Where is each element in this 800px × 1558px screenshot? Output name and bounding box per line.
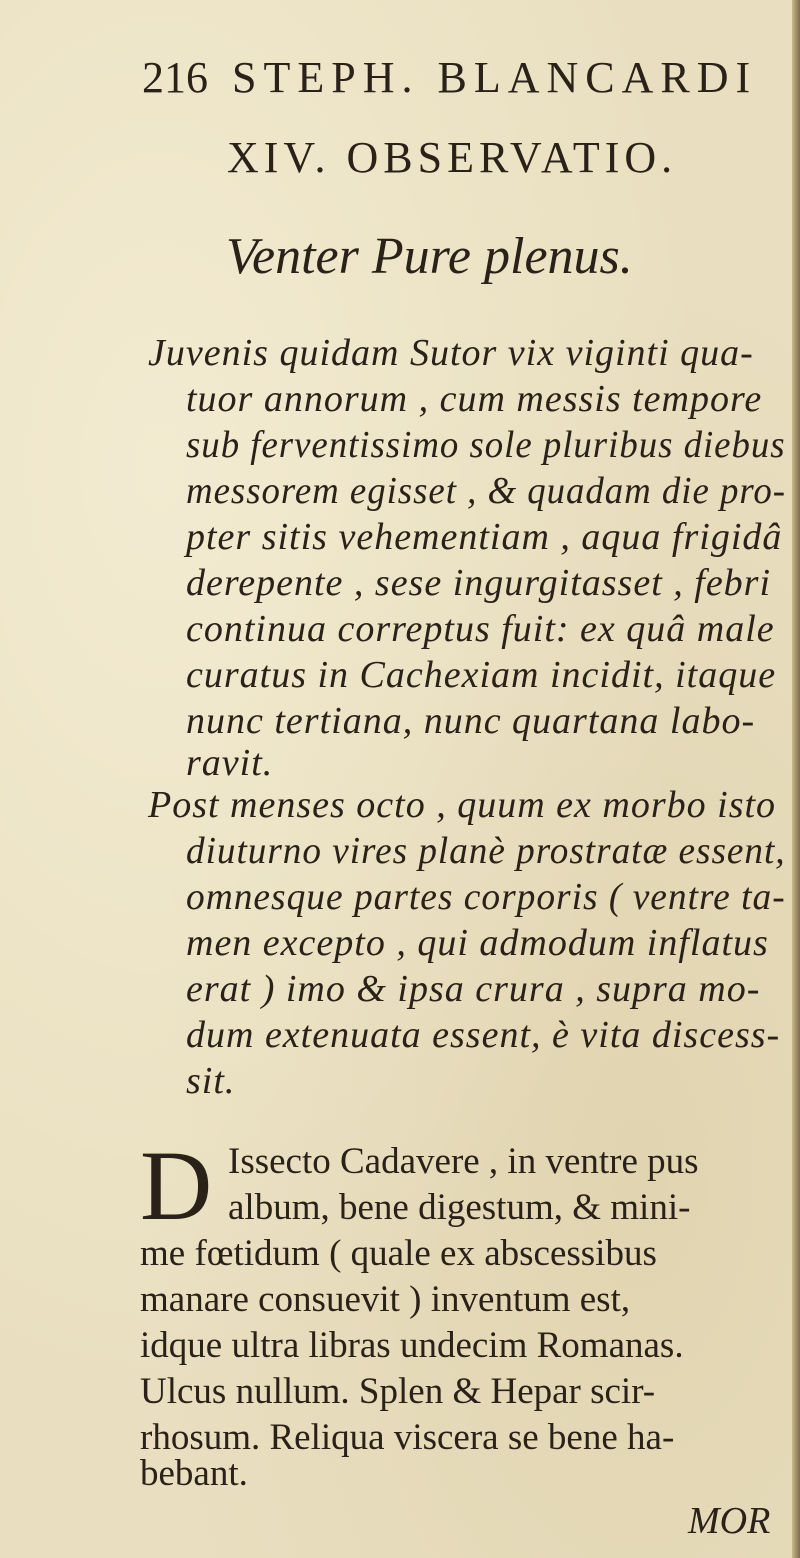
- history-line: messorem egisset , & quadam die pro-: [186, 470, 786, 512]
- catchword: MOR: [688, 1500, 771, 1542]
- observation-heading: XIV. OBSERVATIO.: [227, 133, 678, 182]
- body-line: rhosum. Reliqua viscera se bene ha-: [140, 1417, 675, 1458]
- body-line: Ulcus nullum. Splen & Hepar scir-: [140, 1371, 656, 1412]
- history-line: dum extenuata essent, è vita discess-: [186, 1014, 781, 1056]
- running-author: STEPH. BLANCARDI: [232, 53, 758, 102]
- body-line: manare consuevit ) inventum est,: [140, 1279, 631, 1320]
- history-line: tuor annorum , cum messis tempore: [186, 378, 763, 420]
- history-line: sit.: [186, 1060, 236, 1102]
- running-head: [142, 48, 758, 108]
- history-line: Post menses octo , quum ex morbo isto: [148, 784, 777, 826]
- body-line: idque ultra libras undecim Romanas.: [140, 1325, 684, 1366]
- history-line: erat ) imo & ipsa crura , supra mo-: [186, 968, 761, 1010]
- history-line: diuturno vires planè prostratæ essent,: [186, 830, 786, 872]
- body-line: bebant.: [140, 1453, 248, 1494]
- history-line: nunc tertiana, nunc quartana labo-: [186, 700, 756, 742]
- history-line: ravit.: [186, 742, 274, 784]
- history-line: sub ferventissimo sole pluribus diebus: [186, 424, 786, 466]
- body-line: Issecto Cadavere , in ventre pus: [228, 1141, 699, 1182]
- history-line: men excepto , qui admodum inflatus: [186, 922, 769, 964]
- observation-title: Venter Pure plenus.: [226, 228, 633, 285]
- history-line: omnesque partes corporis ( ventre ta-: [186, 876, 786, 918]
- history-line: Juvenis quidam Sutor vix viginti qua-: [148, 332, 754, 374]
- drop-cap: D: [140, 1130, 213, 1241]
- history-line: derepente , sese ingurgitasset , febri: [186, 562, 772, 604]
- history-line: pter sitis vehementiam , aqua frigidâ: [186, 516, 783, 558]
- body-line: album, bene digestum, & mini-: [228, 1187, 691, 1228]
- history-line: continua correptus fuit: ex quâ male: [186, 608, 775, 650]
- body-line: me fœtidum ( quale ex abscessibus: [140, 1233, 657, 1274]
- page-number: 216: [142, 53, 208, 102]
- history-line: curatus in Cachexiam incidit, itaque: [186, 654, 777, 696]
- page-edge-shadow: [792, 0, 800, 1558]
